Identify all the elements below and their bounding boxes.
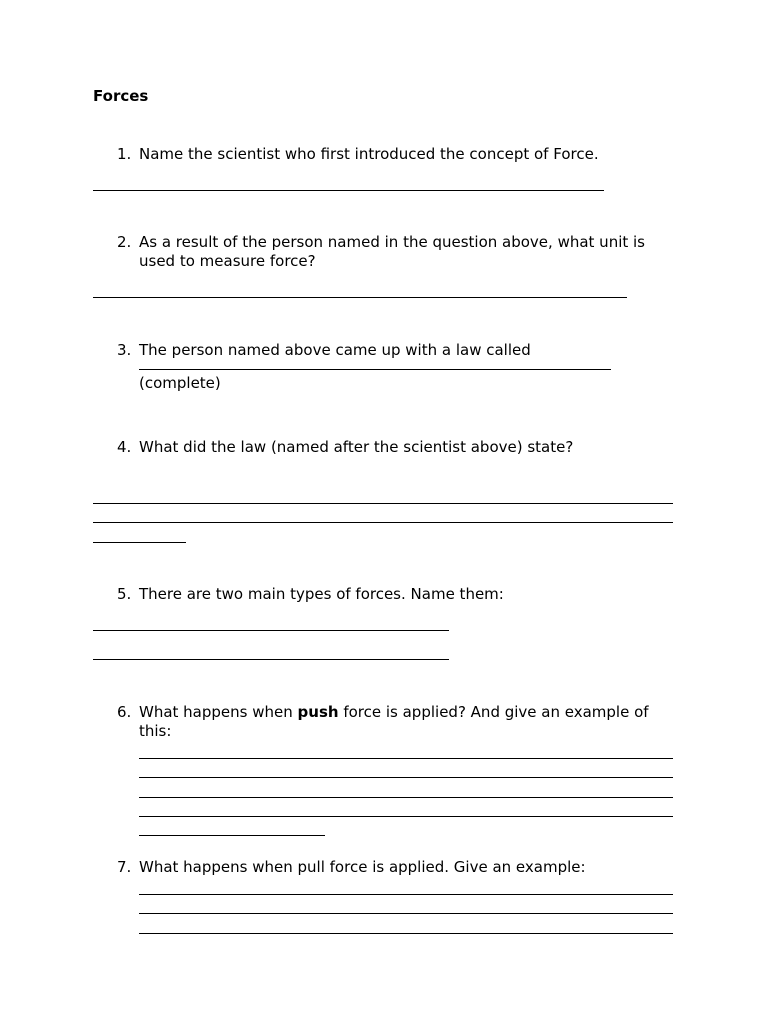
question-text: As a result of the person named in the question above, what unit is used to measure force?: [139, 233, 645, 270]
question-text: What happens when push force is applied? And give an example of this:: [139, 703, 649, 740]
question-4: [117, 438, 677, 457]
answer-line[interactable]: [93, 503, 673, 504]
question-5: [117, 585, 677, 604]
question-number: 1.: [117, 145, 132, 163]
answer-line[interactable]: [139, 933, 673, 934]
bold-word: push: [297, 703, 339, 721]
answer-line[interactable]: [93, 190, 604, 191]
question-6: [117, 703, 677, 741]
answer-line[interactable]: [93, 297, 627, 298]
question-number: 6.: [117, 703, 132, 721]
answer-line[interactable]: [139, 816, 673, 817]
question-text: There are two main types of forces. Name them:: [139, 585, 504, 603]
question-1: [117, 145, 677, 164]
question-number: 3.: [117, 341, 132, 359]
question-text: The person named above came up with a law called: [139, 341, 531, 359]
question-number: 4.: [117, 438, 132, 456]
answer-line[interactable]: [93, 659, 449, 660]
question-2: [117, 233, 677, 271]
question-number: 5.: [117, 585, 132, 603]
answer-line[interactable]: [139, 913, 673, 914]
question-number: 7.: [117, 858, 132, 876]
answer-line[interactable]: [139, 797, 673, 798]
question-text: Name the scientist who first introduced the concept of Force.: [139, 145, 599, 163]
answer-line[interactable]: [93, 630, 449, 631]
question-3: [117, 341, 677, 393]
question-number: 2.: [117, 233, 132, 251]
answer-line[interactable]: [139, 758, 673, 759]
worksheet-title: Forces: [93, 87, 149, 105]
fill-in-blank[interactable]: [139, 360, 611, 370]
question-text: What happens when pull force is applied. Give an example:: [139, 858, 586, 876]
question-suffix: (complete): [139, 374, 221, 392]
answer-line[interactable]: [139, 835, 325, 836]
answer-line[interactable]: [93, 542, 186, 543]
answer-line[interactable]: [139, 777, 673, 778]
question-text: What did the law (named after the scientist above) state?: [139, 438, 574, 456]
answer-line[interactable]: [93, 522, 673, 523]
question-7: [117, 858, 677, 877]
answer-line[interactable]: [139, 894, 673, 895]
